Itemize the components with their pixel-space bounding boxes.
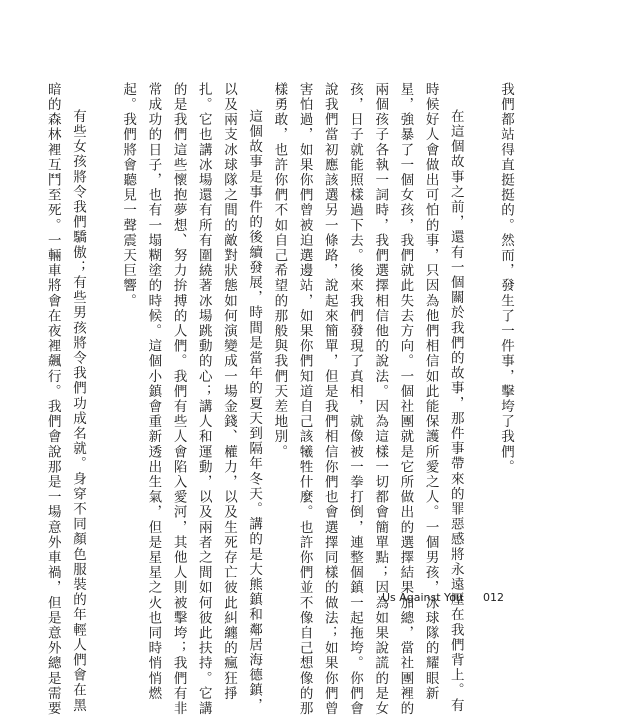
text-line: 害怕過，如果你們曾被迫選邊站，如果你們知道自己該犧牲什麼。也許你們並不像自己想像的那: [296, 82, 313, 716]
page-number: 012: [483, 591, 504, 604]
blank-line: [90, 82, 115, 582]
text-line: 兩個孩子各執一詞時，我們選擇相信他的說法。因為這樣一切都會簡單點；因為如果說謊的是女: [372, 82, 389, 716]
text-line: 樣勇敢，也許你們不如自己希望的那般與我們天差地別。: [271, 82, 288, 460]
running-title: Us Against You: [381, 591, 463, 604]
text-line: 扎。它也講冰場還有所有圍繞著冰場跳動的心；講人和運動，以及兩者之間如何彼此扶持。它講: [195, 82, 212, 716]
text-line: 說我們當初應該選另一條路，說起來簡單，但是我們相信你們也會選擇同樣的做法；如果你們曾: [321, 82, 338, 716]
text-line: 起。我們將會聽見一聲震天巨響。: [120, 82, 137, 309]
text-line: 孩，日子就能照樣過下去。後來我們發現了真相，就像被一拳打倒，連整個鎮一起拖垮。你們會: [346, 82, 363, 716]
text-line: 時候好人會做出可怕的事，只因為他們相信如此能保護所愛之人。一個男孩，冰球隊的耀眼新: [422, 82, 439, 702]
page-footer: [382, 591, 504, 604]
text-line: 我們都站得直挺挺的。然而，發生了一件事，擊垮了我們。: [498, 82, 514, 475]
blank-line: [468, 82, 493, 582]
text-line: 這個故事是事件的後續發展，時間是當年的夏天到隔年冬天。講的是大熊鎮和鄰居海德鎮，: [246, 109, 263, 713]
text-line: 有些女孩將令我們驕傲；有些男孩將令我們功成名就。身穿不同顏色服裝的年輕人們會在黑: [69, 109, 86, 713]
text-line: 的是我們這些懷抱夢想、努力拚搏的人們。我們有些人會陷入愛河，其他人則被擊垮；我們有非: [170, 82, 187, 716]
text-line: 常成功的日子，也有一塌糊塗的時候。這個小鎮會重新透出生氣，但是星星之火也同時悄悄燃: [145, 82, 162, 702]
text-line: 以及兩支冰球隊之間的敵對狀態如何演變成一場金錢、權力，以及生死存亡彼此糾纏的瘋狂掙: [220, 82, 237, 702]
text-line: 暗的森林裡互鬥至死。一輛車將會在夜裡飆行。我們會說那是一場意外車禍，但是意外總是需要: [44, 82, 61, 716]
text-line: 在這個故事之前，還有一個關於我們的故事，那件事帶來的罪惡感將永遠壓在我們背上。有: [447, 109, 464, 713]
text-line: 星，強暴了一個女孩，我們就此失去方向。一個社團就是它所做出的選擇結果加總，當社團裡的: [397, 82, 414, 716]
